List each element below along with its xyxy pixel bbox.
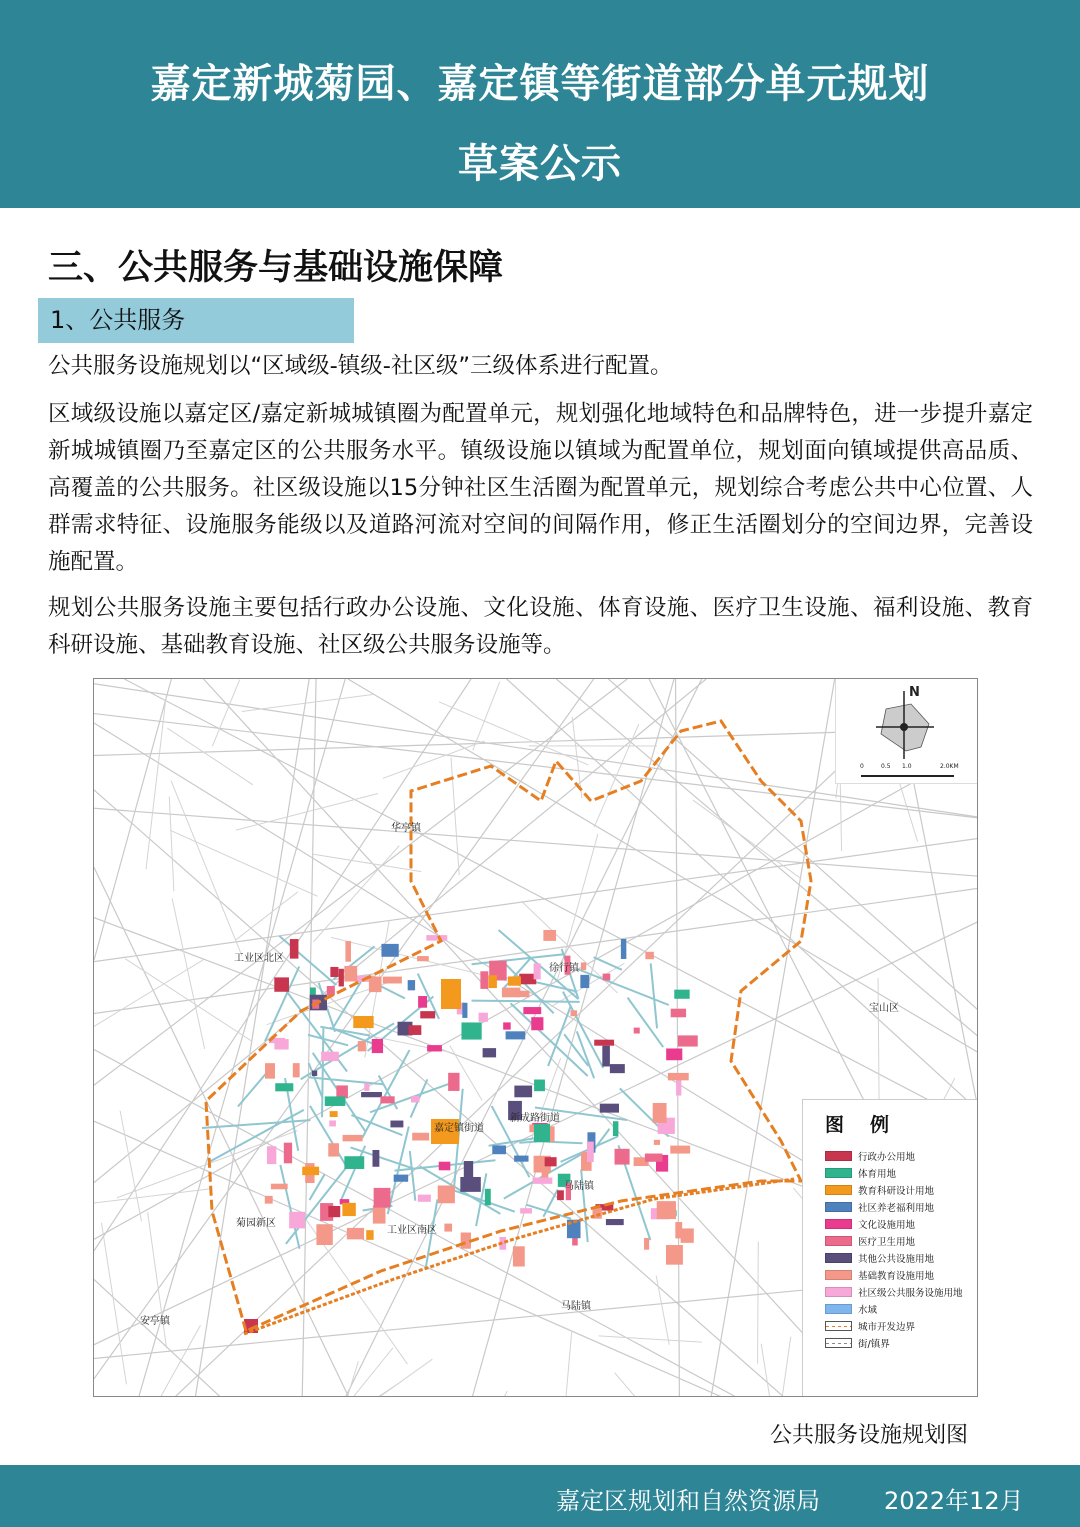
facility-parcel (344, 966, 357, 982)
legend-item (825, 1303, 877, 1315)
facility-parcel (674, 990, 689, 999)
facility-parcel (634, 1028, 640, 1034)
legend-swatch (825, 1168, 852, 1178)
scale-tick: 2.0KM (940, 763, 959, 770)
facility-parcel (427, 1045, 442, 1051)
legend-label: 街/镇界 (858, 1339, 890, 1350)
facility-parcel (666, 1245, 683, 1265)
facility-parcel (523, 1007, 541, 1014)
facility-parcel (438, 1186, 455, 1204)
facility-parcel (383, 977, 402, 984)
map-label: 菊园新区 (236, 1218, 276, 1229)
scale-tick: 0.5 (881, 763, 891, 770)
road (117, 1131, 298, 1198)
facility-parcel (514, 1086, 532, 1098)
legend-swatch (825, 1270, 852, 1280)
facility-parcel (284, 1143, 292, 1164)
facility-parcel (380, 1096, 394, 1103)
section-heading: 三、公共服务与基础设施保障 (48, 248, 504, 288)
facility-parcel (613, 1121, 618, 1136)
facility-parcel (514, 1156, 528, 1162)
legend-label: 基础教育设施用地 (858, 1271, 935, 1282)
road (94, 1189, 211, 1203)
road (347, 1361, 358, 1397)
road (599, 1336, 702, 1342)
facility-parcel (408, 980, 415, 990)
facility-parcel (271, 1184, 288, 1190)
legend-label: 社区养老福利用地 (858, 1203, 935, 1214)
road (656, 1275, 669, 1344)
road (195, 679, 309, 1397)
facility-parcel (570, 1010, 577, 1016)
road (171, 781, 242, 956)
facility-parcel (342, 1203, 355, 1216)
facility-parcel (325, 1096, 346, 1106)
road (125, 959, 252, 1042)
facility-parcel (344, 1156, 364, 1169)
facility-parcel (330, 1111, 338, 1117)
facility-parcel (290, 939, 299, 959)
road (758, 1242, 759, 1364)
legend-swatch (825, 1321, 852, 1331)
facility-parcel (374, 1188, 391, 1208)
facility-parcel (439, 1162, 451, 1171)
facility-parcel (265, 1063, 275, 1079)
road (160, 1325, 200, 1397)
facility-parcel (328, 1206, 340, 1217)
map-label: 马陆镇 (564, 1181, 594, 1192)
north-label: N (909, 685, 920, 700)
road (170, 830, 317, 896)
legend-label: 其他公共设施用地 (858, 1254, 935, 1265)
facility-parcel (489, 975, 497, 988)
road (94, 838, 978, 961)
facility-parcel (417, 956, 429, 961)
facility-parcel (444, 1224, 452, 1232)
facility-parcel (369, 977, 382, 992)
subsection-bar: 1、公共服务 (38, 298, 354, 343)
facility-parcel (381, 944, 398, 957)
facility-parcel (372, 1150, 379, 1167)
facility-parcel (366, 1230, 373, 1240)
facility-parcel (666, 1048, 682, 1060)
planning-map (93, 678, 978, 1397)
river (578, 969, 669, 1005)
legend-label: 城市开发边界 (858, 1322, 916, 1333)
facility-parcel (485, 1189, 491, 1206)
legend-swatch (825, 1185, 852, 1195)
river (308, 1035, 348, 1046)
legend-item (825, 1337, 890, 1349)
facility-parcel (483, 1048, 496, 1057)
facility-parcel (580, 975, 589, 988)
paragraph-1: 公共服务设施规划以“区域级-镇级-社区级”三级体系进行配置。 (48, 353, 673, 379)
facility-parcel (543, 930, 556, 941)
facility-parcel (373, 1205, 386, 1223)
road (204, 679, 863, 1397)
facility-parcel (581, 962, 586, 970)
page-header (0, 0, 1080, 208)
facility-parcel (602, 1046, 610, 1067)
legend-swatch (825, 1253, 852, 1263)
road (761, 1344, 770, 1397)
facility-parcel (418, 1195, 431, 1202)
facility-parcel (520, 1208, 532, 1213)
facility-parcel (603, 974, 611, 981)
facility-parcel (361, 1092, 382, 1097)
river (471, 1001, 579, 1002)
facility-parcel (513, 1246, 525, 1266)
legend-item (825, 1201, 934, 1213)
road (352, 1348, 393, 1397)
legend-swatch (825, 1236, 852, 1246)
legend-label: 教育科研设计用地 (858, 1186, 935, 1197)
river (322, 1027, 323, 1118)
legend-swatch (825, 1151, 852, 1161)
road (120, 1111, 141, 1222)
river (280, 1165, 299, 1249)
facility-parcel (610, 1064, 625, 1073)
facility-parcel (645, 1154, 663, 1162)
legend-swatch (825, 1304, 852, 1314)
map-label: 马陆镇 (561, 1301, 591, 1312)
facility-parcel (479, 1013, 488, 1022)
road (172, 898, 205, 1048)
road (376, 1382, 401, 1397)
map-legend (802, 1099, 977, 1396)
facility-parcel (461, 1022, 481, 1039)
facility-parcel (336, 1085, 348, 1098)
facility-parcel (372, 1039, 383, 1053)
facility-parcel (508, 976, 521, 985)
map-label: 工业区北区 (234, 953, 284, 964)
facility-parcel (353, 1016, 373, 1028)
legend-label: 医疗卫生用地 (858, 1237, 916, 1248)
footer-org: 嘉定区规划和自然资源局 (556, 1487, 820, 1515)
legend-item (825, 1235, 915, 1247)
legend-label: 文化设施用地 (858, 1220, 916, 1231)
legend-swatch (825, 1202, 852, 1212)
road (242, 695, 373, 712)
map-label: 安亭镇 (140, 1316, 170, 1327)
facility-parcel (412, 1133, 429, 1141)
facility-parcel (668, 1073, 689, 1080)
facility-parcel (645, 952, 654, 959)
legend-label: 体育用地 (858, 1169, 897, 1180)
legend-item (825, 1269, 934, 1281)
facility-parcel (671, 1009, 686, 1018)
facility-parcel (327, 986, 335, 995)
facility-parcel (275, 1083, 293, 1091)
road (169, 796, 174, 891)
compass-scale-box (835, 679, 977, 784)
paragraph-3: 规划公共服务设施主要包括行政办公设施、文化设施、体育设施、医疗卫生设施、福利设施、教育科研设施、基础教育设施、社区级公共服务设施等。 (48, 595, 1033, 658)
facility-parcel (321, 1052, 339, 1061)
facility-parcel (312, 1071, 317, 1076)
facility-parcel (480, 971, 488, 989)
river (309, 1077, 384, 1084)
facility-parcel (364, 1083, 369, 1091)
facility-parcel (594, 1040, 614, 1046)
facility-parcel (347, 1228, 364, 1239)
facility-parcel (409, 1025, 422, 1035)
road (473, 682, 500, 751)
road (840, 784, 841, 851)
facility-parcel (265, 1196, 273, 1204)
river (310, 1106, 346, 1167)
facility-parcel (503, 1022, 510, 1029)
map-label: 宝山区 (869, 1003, 899, 1014)
facility-parcel (293, 1063, 300, 1077)
facility-parcel (681, 1228, 694, 1242)
facility-parcel (506, 1031, 526, 1039)
facility-parcel (606, 1219, 624, 1225)
road (472, 679, 674, 1397)
river (651, 963, 657, 1028)
legend-item (825, 1252, 934, 1264)
facility-parcel (678, 1035, 698, 1046)
road (101, 1223, 126, 1385)
facility-parcel (411, 1096, 420, 1103)
facility-parcel (462, 1003, 467, 1018)
facility-parcel (534, 1124, 550, 1142)
facility-parcel (345, 941, 351, 962)
facility-parcel (600, 1104, 619, 1113)
title-line-1: 嘉定新城菊园、嘉定镇等街道部分单元规划 (150, 61, 930, 107)
facility-parcel (328, 1143, 339, 1156)
legend-label: 行政办公用地 (858, 1152, 916, 1163)
facility-parcel (339, 969, 344, 987)
facility-parcel (531, 1017, 543, 1030)
facility-parcel (343, 1135, 363, 1141)
facility-parcel (621, 939, 626, 959)
facility-parcel (329, 1120, 336, 1126)
facility-parcel (557, 1190, 564, 1200)
road (693, 800, 801, 879)
facility-parcel (441, 979, 461, 1009)
facility-parcel (533, 1177, 553, 1183)
legend-title: 图例 (825, 1114, 916, 1136)
title-line-2: 草案公示 (458, 141, 622, 187)
road (566, 1330, 572, 1397)
facility-parcel (302, 1167, 319, 1175)
facility-parcel (426, 935, 447, 940)
map-label: 新成路街道 (510, 1113, 560, 1124)
facility-parcel (653, 1103, 667, 1123)
legend-item (825, 1286, 963, 1298)
legend-item (825, 1167, 896, 1179)
scale-tick: 1.0 (902, 763, 912, 770)
road (313, 846, 399, 942)
page-footer (0, 1465, 1080, 1527)
river (594, 957, 622, 970)
road (235, 892, 298, 940)
paragraph-2: 区域级设施以嘉定区/嘉定新城城镇圈为配置单元，规划强化地域特色和品牌特色，进一步提升嘉定新城城镇圈乃至嘉定区的公共服务水平。镇级设施以镇域为配置单位，规划面向镇域提供高品质、高覆盖的公共服务。社区级设施以15分钟社区生活圈为配置单元，规划综合考虑公共中心位置、人群需求特征、设施服务能级以及道路河流对空间的间隔作用，修正生活圈划分的空间边界，完善设施配置。 (48, 401, 1033, 575)
legend-item (825, 1150, 915, 1162)
facility-parcel (492, 1145, 506, 1154)
facility-parcel (316, 1224, 332, 1245)
facility-parcel (516, 991, 530, 997)
facility-parcel (394, 1175, 408, 1182)
facility-parcel (545, 1157, 557, 1166)
scale-tick: 0 (860, 763, 864, 770)
river (628, 998, 664, 1047)
facility-parcel (330, 967, 338, 977)
facility-parcel (644, 1238, 649, 1250)
legend-swatch (825, 1219, 852, 1229)
footer-date: 2022年12月 (884, 1487, 1024, 1515)
facility-parcel (418, 996, 427, 1008)
map-label: 徐行镇 (549, 963, 579, 974)
legend-item (825, 1184, 934, 1196)
facility-parcel (657, 1201, 676, 1219)
road (503, 1391, 507, 1397)
legend-swatch (825, 1338, 852, 1348)
facility-parcel (670, 1146, 690, 1154)
facility-parcel (267, 1146, 276, 1164)
facility-parcel (448, 1073, 459, 1091)
legend-item (825, 1320, 915, 1332)
facility-parcel (289, 1212, 305, 1229)
map-label: 工业区南区 (387, 1225, 437, 1236)
map-caption: 公共服务设施规划图 (770, 1423, 969, 1448)
facility-parcel (460, 1177, 480, 1192)
legend-swatch (825, 1287, 852, 1297)
facility-parcel (534, 1080, 545, 1092)
road (138, 679, 345, 1397)
facility-parcel (274, 977, 289, 991)
facility-parcel (390, 1121, 403, 1128)
legend-item (825, 1218, 915, 1230)
road (782, 1337, 791, 1397)
map-label: 嘉定镇街道 (434, 1123, 484, 1134)
legend-label: 社区级公共服务设施用地 (858, 1288, 963, 1299)
legend-label: 水域 (858, 1305, 878, 1316)
road (212, 680, 239, 747)
facility-parcel (358, 1041, 366, 1051)
facility-parcel (534, 963, 541, 979)
map-label: 华亭镇 (391, 823, 421, 834)
facility-parcel (615, 1149, 630, 1165)
facility-parcel (587, 1142, 594, 1163)
facility-parcel (420, 1011, 435, 1018)
road (615, 1373, 637, 1397)
facility-parcel (654, 1140, 660, 1145)
